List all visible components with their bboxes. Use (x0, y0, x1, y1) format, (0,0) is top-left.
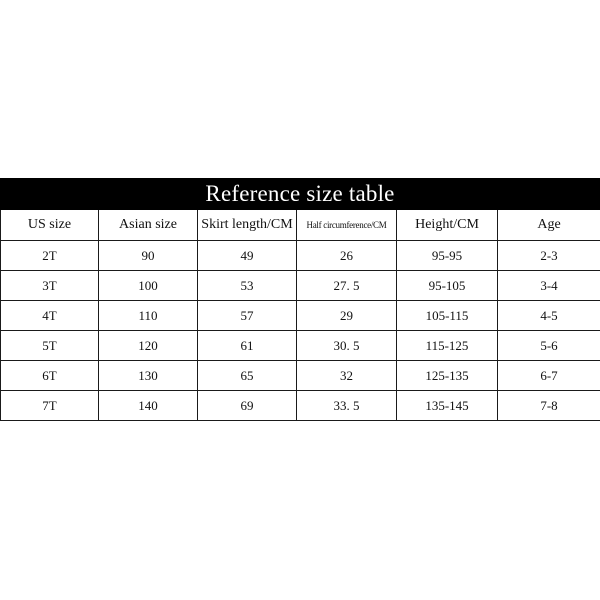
header-skirt-length: Skirt length/CM (198, 210, 297, 241)
cell-half-circumference: 26 (297, 241, 397, 271)
size-grid (0, 210, 600, 421)
cell-half-circumference: 27. 5 (297, 271, 397, 301)
cell-skirt-length: 57 (198, 301, 297, 331)
cell-us-size: 5T (1, 331, 99, 361)
cell-age: 5-6 (498, 331, 600, 361)
cell-height: 95-95 (397, 241, 498, 271)
cell-asian-size: 90 (99, 241, 198, 271)
cell-asian-size: 130 (99, 361, 198, 391)
cell-half-circumference: 32 (297, 361, 397, 391)
header-row (1, 210, 600, 241)
cell-age: 7-8 (498, 391, 600, 421)
size-table (0, 178, 600, 422)
cell-half-circumference: 30. 5 (297, 331, 397, 361)
table-row (1, 271, 600, 301)
cell-skirt-length: 65 (198, 361, 297, 391)
cell-height: 105-115 (397, 301, 498, 331)
header-us-size: US size (1, 210, 99, 241)
cell-us-size: 6T (1, 361, 99, 391)
cell-skirt-length: 69 (198, 391, 297, 421)
table-title: Reference size table (0, 178, 600, 210)
cell-height: 135-145 (397, 391, 498, 421)
table-row (1, 241, 600, 271)
cell-skirt-length: 53 (198, 271, 297, 301)
cell-age: 6-7 (498, 361, 600, 391)
cell-skirt-length: 61 (198, 331, 297, 361)
cell-asian-size: 100 (99, 271, 198, 301)
cell-skirt-length: 49 (198, 241, 297, 271)
cell-us-size: 2T (1, 241, 99, 271)
cell-height: 95-105 (397, 271, 498, 301)
cell-age: 4-5 (498, 301, 600, 331)
cell-us-size: 3T (1, 271, 99, 301)
table-row (1, 331, 600, 361)
cell-us-size: 7T (1, 391, 99, 421)
cell-asian-size: 110 (99, 301, 198, 331)
header-age: Age (498, 210, 600, 241)
cell-half-circumference: 29 (297, 301, 397, 331)
cell-asian-size: 120 (99, 331, 198, 361)
cell-height: 115-125 (397, 331, 498, 361)
cell-us-size: 4T (1, 301, 99, 331)
cell-asian-size: 140 (99, 391, 198, 421)
cell-height: 125-135 (397, 361, 498, 391)
header-half-circumference: Half circumference/CM (297, 210, 397, 241)
header-height: Height/CM (397, 210, 498, 241)
cell-age: 2-3 (498, 241, 600, 271)
cell-half-circumference: 33. 5 (297, 391, 397, 421)
table-row (1, 391, 600, 421)
table-row (1, 361, 600, 391)
table-row (1, 301, 600, 331)
cell-age: 3-4 (498, 271, 600, 301)
header-asian-size: Asian size (99, 210, 198, 241)
